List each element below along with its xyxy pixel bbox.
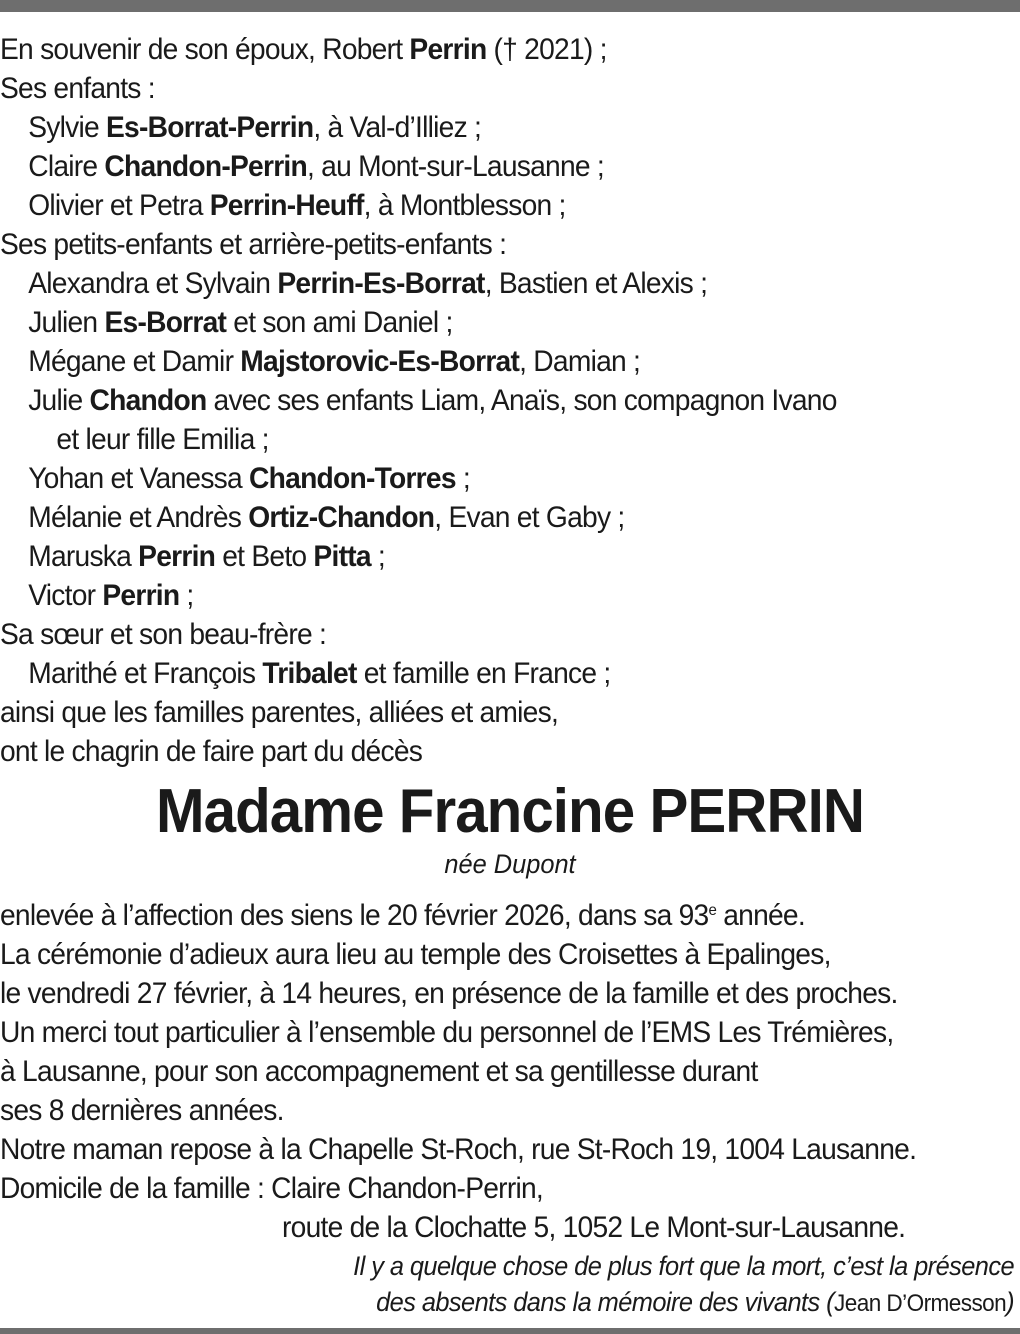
families-line: ainsi que les familles parentes, alliées et amies, (0, 696, 559, 729)
bottom-rule (0, 1328, 1020, 1334)
thanks-line: ses 8 dernières années. (0, 1094, 284, 1127)
grandchild-line: Julien Es-Borrat et son ami Daniel ; (28, 306, 453, 339)
family-address-line-2: route de la Clochatte 5, 1052 Le Mont-sur-Lausanne. (282, 1211, 906, 1244)
children-heading: Ses enfants : (0, 72, 155, 105)
grandchild-line: Mélanie et Andrès Ortiz-Chandon, Evan et Gaby ; (28, 501, 625, 534)
quote-author: Jean D’Ormesson (834, 1290, 1007, 1317)
quote-line-1: Il y a quelque chose de plus fort que la mort, c’est la présence (353, 1251, 1014, 1281)
death-date-line: enlevée à l’affection des siens le 20 février 2026, dans sa 93e année. (0, 899, 805, 932)
grandchild-line-continued: et leur fille Emilia ; (56, 423, 269, 456)
spouse-line: En souvenir de son époux, Robert Perrin († 2021) ; (0, 33, 607, 66)
ceremony-date-line: le vendredi 27 février, à 14 heures, en présence de la famille et des proches. (0, 977, 898, 1010)
obituary-notice (0, 30, 1020, 1247)
grandchild-line: Victor Perrin ; (28, 579, 194, 612)
child-line: Olivier et Petra Perrin-Heuff, à Montblesson ; (28, 189, 566, 222)
deceased-name: Madame Francine PERRIN (155, 777, 865, 846)
grandchildren-heading: Ses petits-enfants et arrière-petits-enfants : (0, 228, 507, 261)
grandchild-line: Yohan et Vanessa Chandon-Torres ; (28, 462, 470, 495)
grandchild-line: Alexandra et Sylvain Perrin-Es-Borrat, Bastien et Alexis ; (28, 267, 708, 300)
family-address-line: Domicile de la famille : Claire Chandon-Perrin, (0, 1172, 543, 1205)
closing-quote (353, 1248, 1014, 1322)
child-line: Claire Chandon-Perrin, au Mont-sur-Lausanne ; (28, 150, 605, 183)
maiden-name: née Dupont (444, 849, 576, 879)
top-rule (0, 0, 1020, 12)
rest-place-line: Notre maman repose à la Chapelle St-Roch, rue St-Roch 19, 1004 Lausanne. (0, 1133, 917, 1166)
grandchild-line: Maruska Perrin et Beto Pitta ; (28, 540, 385, 573)
thanks-line: Un merci tout particulier à l’ensemble du personnel de l’EMS Les Trémières, (0, 1016, 894, 1049)
announcement-line: ont le chagrin de faire part du décès (0, 735, 423, 768)
quote-line-2: des absents dans la mémoire des vivants (Jean D’Ormesson) (376, 1287, 1014, 1317)
sibling-heading: Sa sœur et son beau-frère : (0, 618, 327, 651)
thanks-line: à Lausanne, pour son accompagnement et sa gentillesse durant (0, 1055, 758, 1088)
ceremony-line: La cérémonie d’adieux aura lieu au temple des Croisettes à Epalinges, (0, 938, 831, 971)
grandchild-line: Julie Chandon avec ses enfants Liam, Anaïs, son compagnon Ivano (28, 384, 837, 417)
child-line: Sylvie Es-Borrat-Perrin, à Val-d’Illiez ; (28, 111, 482, 144)
grandchild-line: Mégane et Damir Majstorovic-Es-Borrat, Damian ; (28, 345, 641, 378)
sibling-line: Marithé et François Tribalet et famille en France ; (28, 657, 611, 690)
